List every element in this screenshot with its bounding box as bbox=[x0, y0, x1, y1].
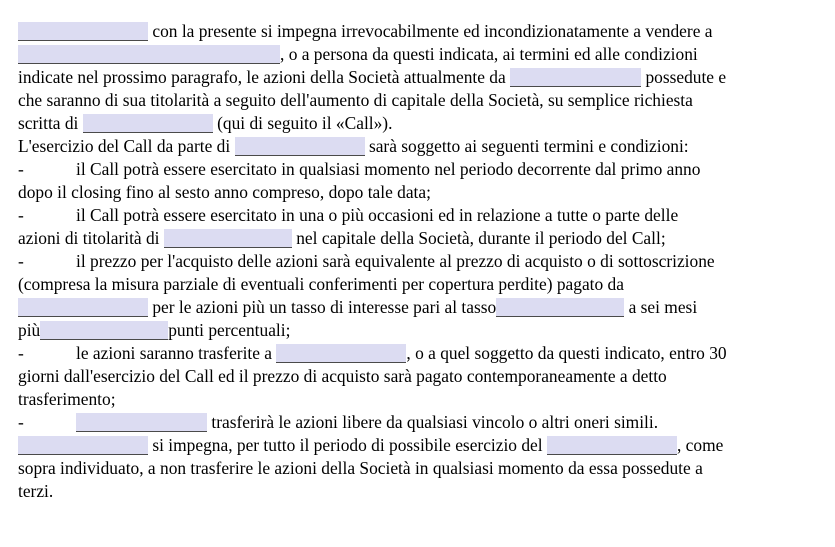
text-run: trasferirà le azioni libere da qualsiasi vincolo o altri oneri simili. bbox=[211, 412, 659, 432]
text-run: scritta di bbox=[18, 113, 79, 133]
bullet-dash: - bbox=[18, 205, 24, 225]
text-run: con la presente si impegna irrevocabilmente ed incondizionatamente a vendere a bbox=[152, 21, 713, 41]
text-line bbox=[18, 480, 818, 503]
text-run: possedute e bbox=[645, 67, 727, 87]
bullet-item bbox=[18, 411, 818, 434]
transferee-field[interactable] bbox=[276, 344, 406, 363]
text-run: (qui di seguito il «Call»). bbox=[217, 113, 393, 133]
bullet-dash: - bbox=[18, 343, 24, 363]
text-run: il prezzo per l'acquisto delle azioni sarà equivalente al prezzo di acquisto o di sottoscrizione bbox=[76, 251, 715, 271]
text-run: terzi. bbox=[18, 481, 54, 501]
bullet-item bbox=[18, 204, 818, 227]
call-exerciser-field[interactable] bbox=[235, 137, 365, 156]
text-line bbox=[18, 89, 818, 112]
text-run: che saranno di sua titolarità a seguito dell'aumento di capitale della Società, su semplice richiesta bbox=[18, 90, 693, 110]
text-run: dopo il closing fino al sesto anno compreso, dopo tale data; bbox=[18, 182, 431, 202]
text-line bbox=[18, 296, 818, 319]
text-run: le azioni saranno trasferite a bbox=[76, 343, 273, 363]
text-run: più bbox=[18, 320, 41, 340]
bullet-item bbox=[18, 158, 818, 181]
text-run: azioni di titolarità di bbox=[18, 228, 160, 248]
text-run: indicate nel prossimo paragrafo, le azioni della Società attualmente da bbox=[18, 67, 506, 87]
share-holder-field[interactable] bbox=[164, 229, 292, 248]
obligor-field[interactable] bbox=[18, 436, 148, 455]
request-party-field[interactable] bbox=[83, 114, 213, 133]
bullet-dash: - bbox=[18, 159, 24, 179]
text-line bbox=[18, 43, 818, 66]
payer-field[interactable] bbox=[18, 298, 148, 317]
transferor-field[interactable] bbox=[76, 413, 207, 432]
text-line bbox=[18, 227, 818, 250]
text-run: si impegna, per tutto il periodo di possibile esercizio del bbox=[152, 435, 543, 455]
text-line bbox=[18, 365, 818, 388]
text-run: il Call potrà essere esercitato in qualsiasi momento nel periodo decorrente dal primo anno bbox=[76, 159, 701, 179]
text-line bbox=[18, 66, 818, 89]
text-line bbox=[18, 388, 818, 411]
text-line bbox=[18, 181, 818, 204]
text-run: trasferimento; bbox=[18, 389, 116, 409]
current-holder-field[interactable] bbox=[510, 68, 641, 87]
text-line bbox=[18, 20, 818, 43]
bullet-item bbox=[18, 250, 818, 273]
buyer-name-field[interactable] bbox=[18, 45, 280, 64]
text-line bbox=[18, 457, 818, 480]
text-line bbox=[18, 112, 818, 135]
text-line bbox=[18, 434, 818, 457]
interest-rate-field[interactable] bbox=[496, 298, 624, 317]
text-run: il Call potrà essere esercitato in una o più occasioni ed in relazione a tutte o parte delle bbox=[76, 205, 679, 225]
text-run: sopra individuato, a non trasferire le azioni della Società in qualsiasi momento da essa possedute a bbox=[18, 458, 703, 478]
text-run: punti percentuali; bbox=[168, 320, 291, 340]
bullet-dash: - bbox=[18, 412, 24, 432]
text-run: L'esercizio del Call da parte di bbox=[18, 136, 231, 156]
bullet-dash: - bbox=[18, 251, 24, 271]
text-line bbox=[18, 319, 818, 342]
text-run: (compresa la misura parziale di eventuali conferimenti per copertura perdite) pagato da bbox=[18, 274, 624, 294]
contract-clause bbox=[18, 20, 818, 503]
text-run: , o a persona da questi indicata, ai termini ed alle condizioni bbox=[280, 44, 698, 64]
text-line bbox=[18, 135, 818, 158]
percentage-points-field[interactable] bbox=[40, 321, 168, 340]
call-holder-field[interactable] bbox=[547, 436, 677, 455]
text-run: giorni dall'esercizio del Call ed il prezzo di acquisto sarà pagato contemporaneamente a detto bbox=[18, 366, 667, 386]
text-run: nel capitale della Società, durante il periodo del Call; bbox=[296, 228, 666, 248]
text-run: per le azioni più un tasso di interesse pari al tasso bbox=[152, 297, 497, 317]
text-run: , o a quel soggetto da questi indicato, entro 30 bbox=[406, 343, 727, 363]
text-run: a sei mesi bbox=[628, 297, 698, 317]
text-line bbox=[18, 273, 818, 296]
text-run: sarà soggetto ai seguenti termini e condizioni: bbox=[368, 136, 689, 156]
text-run: , come bbox=[676, 435, 724, 455]
seller-name-field[interactable] bbox=[18, 22, 148, 41]
bullet-item bbox=[18, 342, 818, 365]
